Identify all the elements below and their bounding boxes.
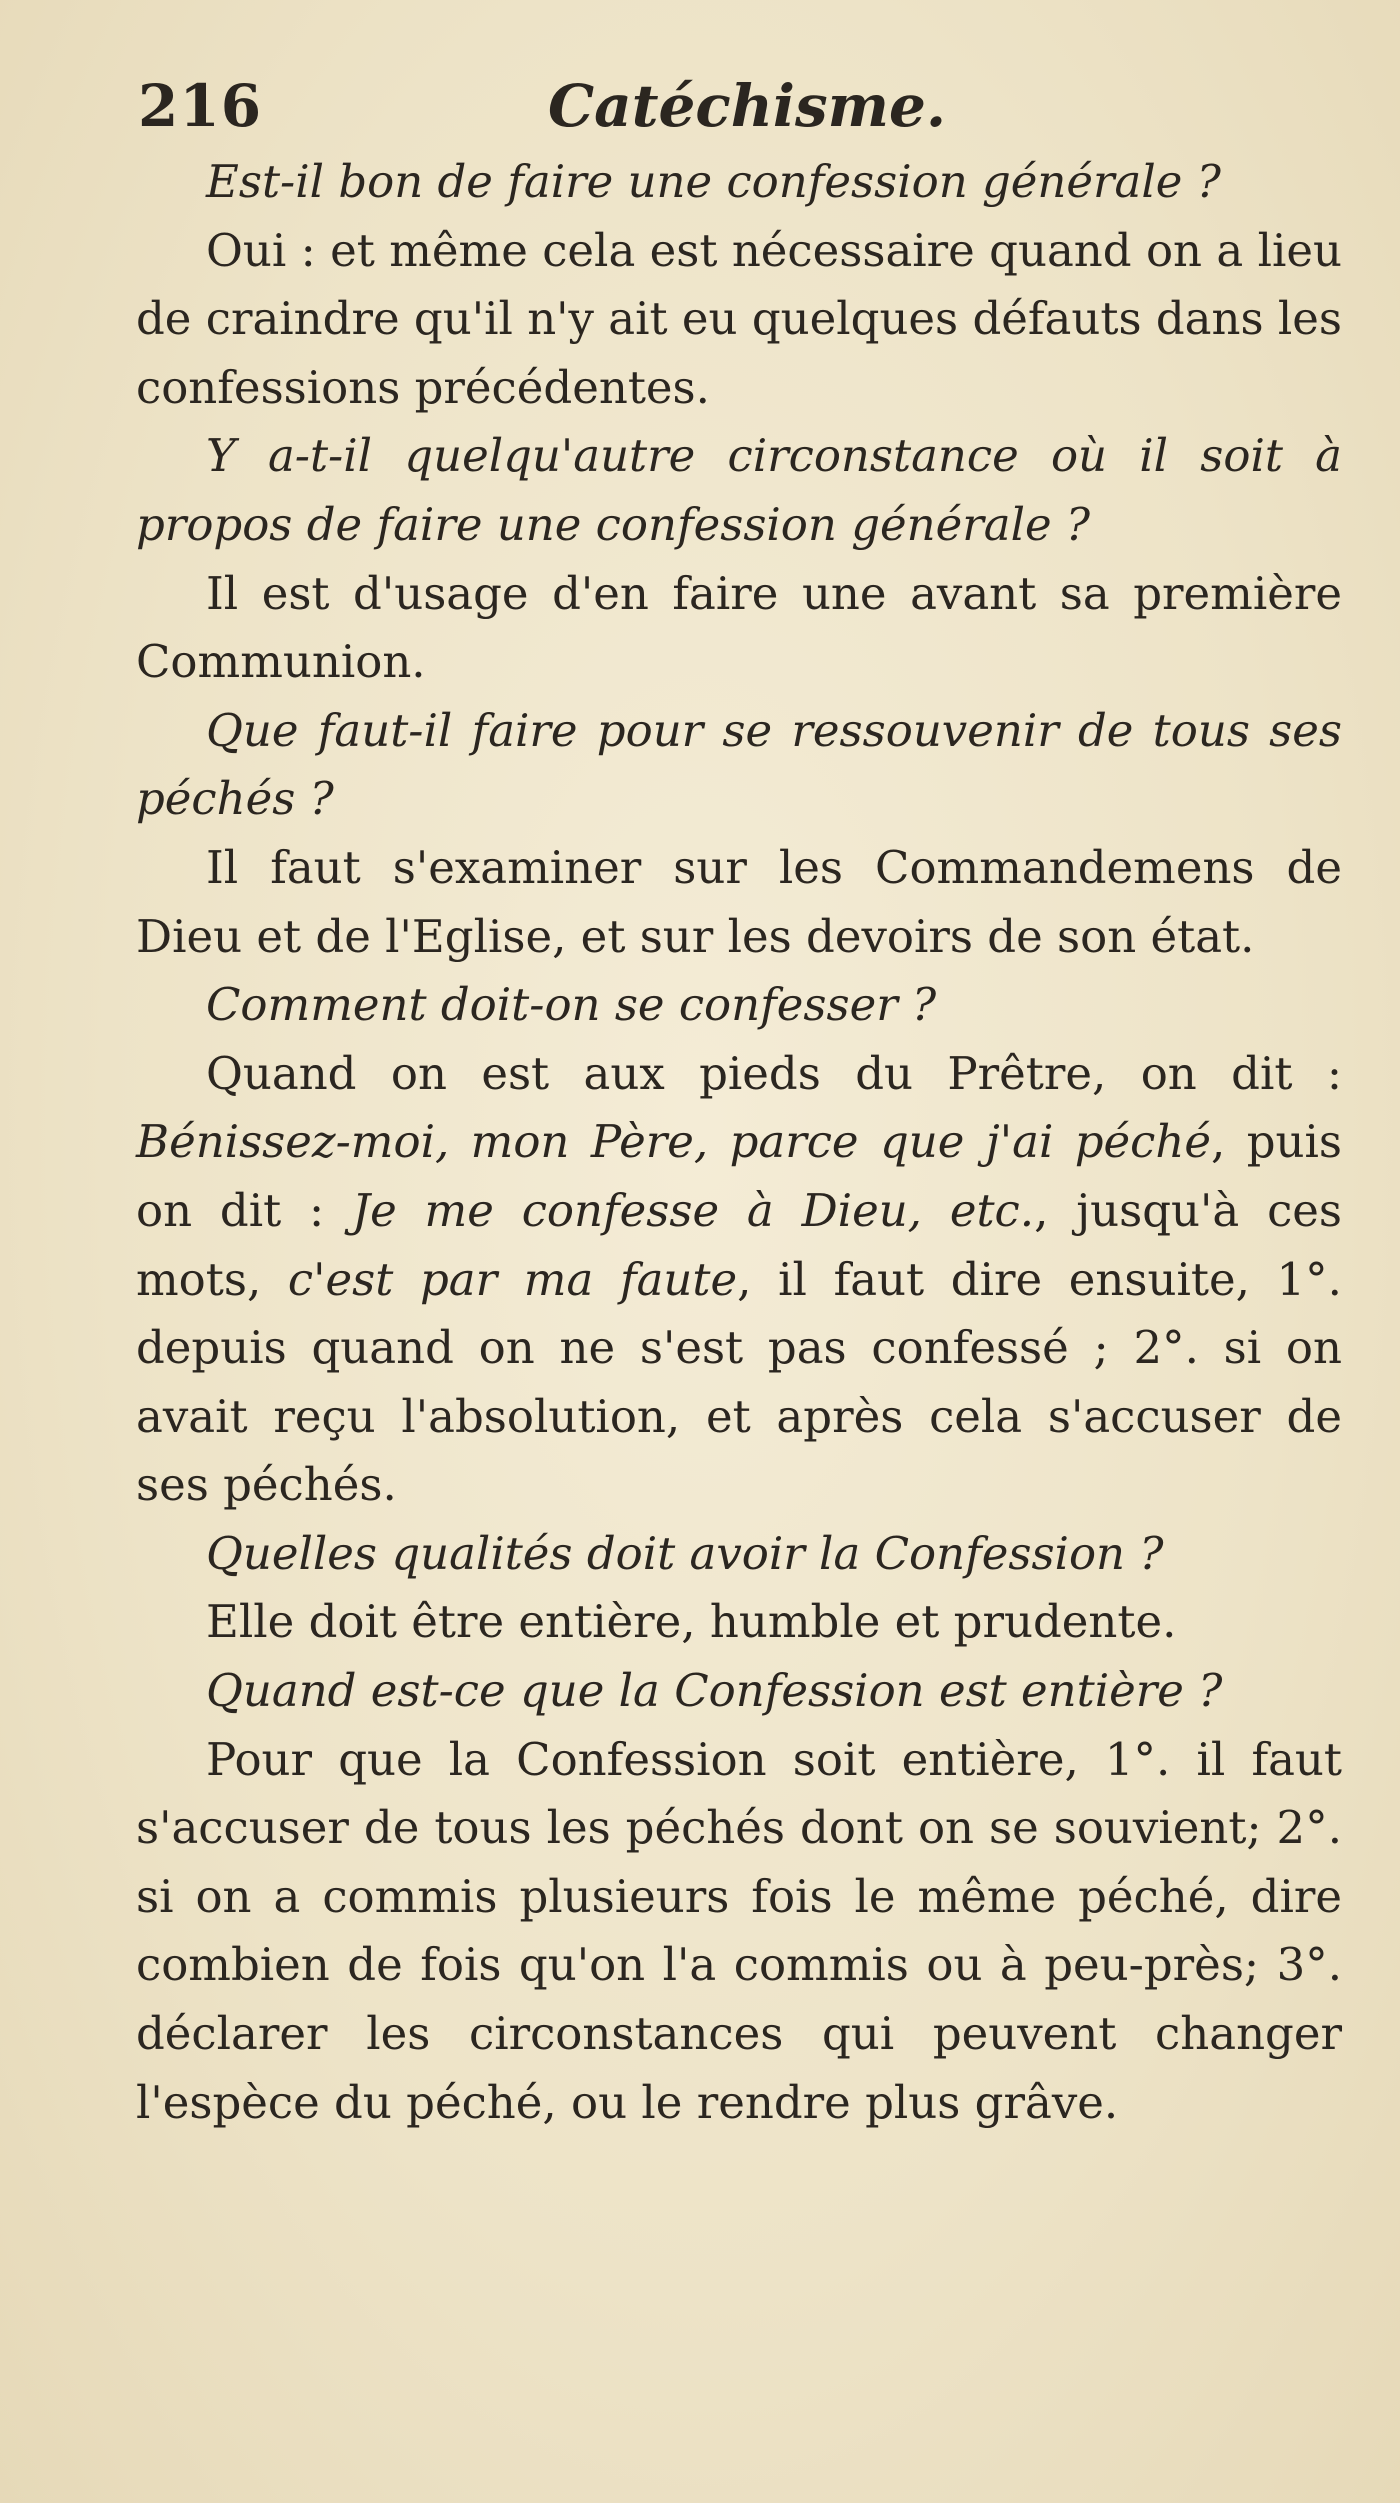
- running-title: Catéchisme.: [548, 72, 947, 140]
- answer-text: Quand on est aux pieds du Prêtre, on dit :: [206, 1046, 1342, 1100]
- answer-text: , jusqu'à ces mots,: [136, 1183, 1342, 1306]
- question: Comment doit-on se confesser ?: [206, 978, 937, 1032]
- answer: Il faut s'examiner sur les Commandemens de Dieu et de l'Eglise, et sur les devoirs de son état.: [136, 840, 1342, 963]
- catechism-text: [136, 148, 1342, 2137]
- question: Y a-t-il quelqu'autre circonstance où il soit à propos de faire une confession générale ?: [136, 429, 1342, 551]
- quoted-prayer: c'est par ma faute: [287, 1252, 738, 1306]
- question: Que faut-il faire pour se ressouvenir de tous ses péchés ?: [136, 703, 1342, 826]
- answer: Pour que la Confession soit entière, 1°. il faut s'accuser de tous les péchés dont on se souvient; 2°. si on a commis plusieurs fois le même péché, dire combien de fois qu'on l'a commis ou à peu-près; 3°. déclarer les circonstances qui peuvent changer l'espèce du péché, ou le rendre plus grâve.: [136, 1732, 1342, 2129]
- answer-text: , puis on dit :: [136, 1115, 1342, 1237]
- page-number: 216: [138, 72, 263, 140]
- answer: Oui : et même cela est nécessaire quand on a lieu de craindre qu'il n'y ait eu quelques défauts dans les confessions précédentes.: [136, 223, 1342, 414]
- answer: Il est d'usage d'en faire une avant sa première Communion.: [136, 566, 1342, 689]
- answer-text: , il faut dire ensuite, 1°. depuis quand on ne s'est pas confessé ; 2°. si on avait reçu l'absolution, et après cela s'accuser de ses péchés.: [136, 1252, 1342, 1512]
- question: Quelles qualités doit avoir la Confession ?: [206, 1526, 1164, 1580]
- answer: [136, 1040, 1342, 1520]
- question: Quand est-ce que la Confession est entière ?: [206, 1664, 1223, 1718]
- answer: Elle doit être entière, humble et prudente.: [206, 1595, 1177, 1649]
- quoted-prayer: Je me confesse à Dieu, etc.: [352, 1183, 1035, 1237]
- question: Est-il bon de faire une confession générale ?: [206, 155, 1221, 208]
- quoted-prayer: Bénissez-moi, mon Père, parce que j'ai péché: [136, 1115, 1211, 1169]
